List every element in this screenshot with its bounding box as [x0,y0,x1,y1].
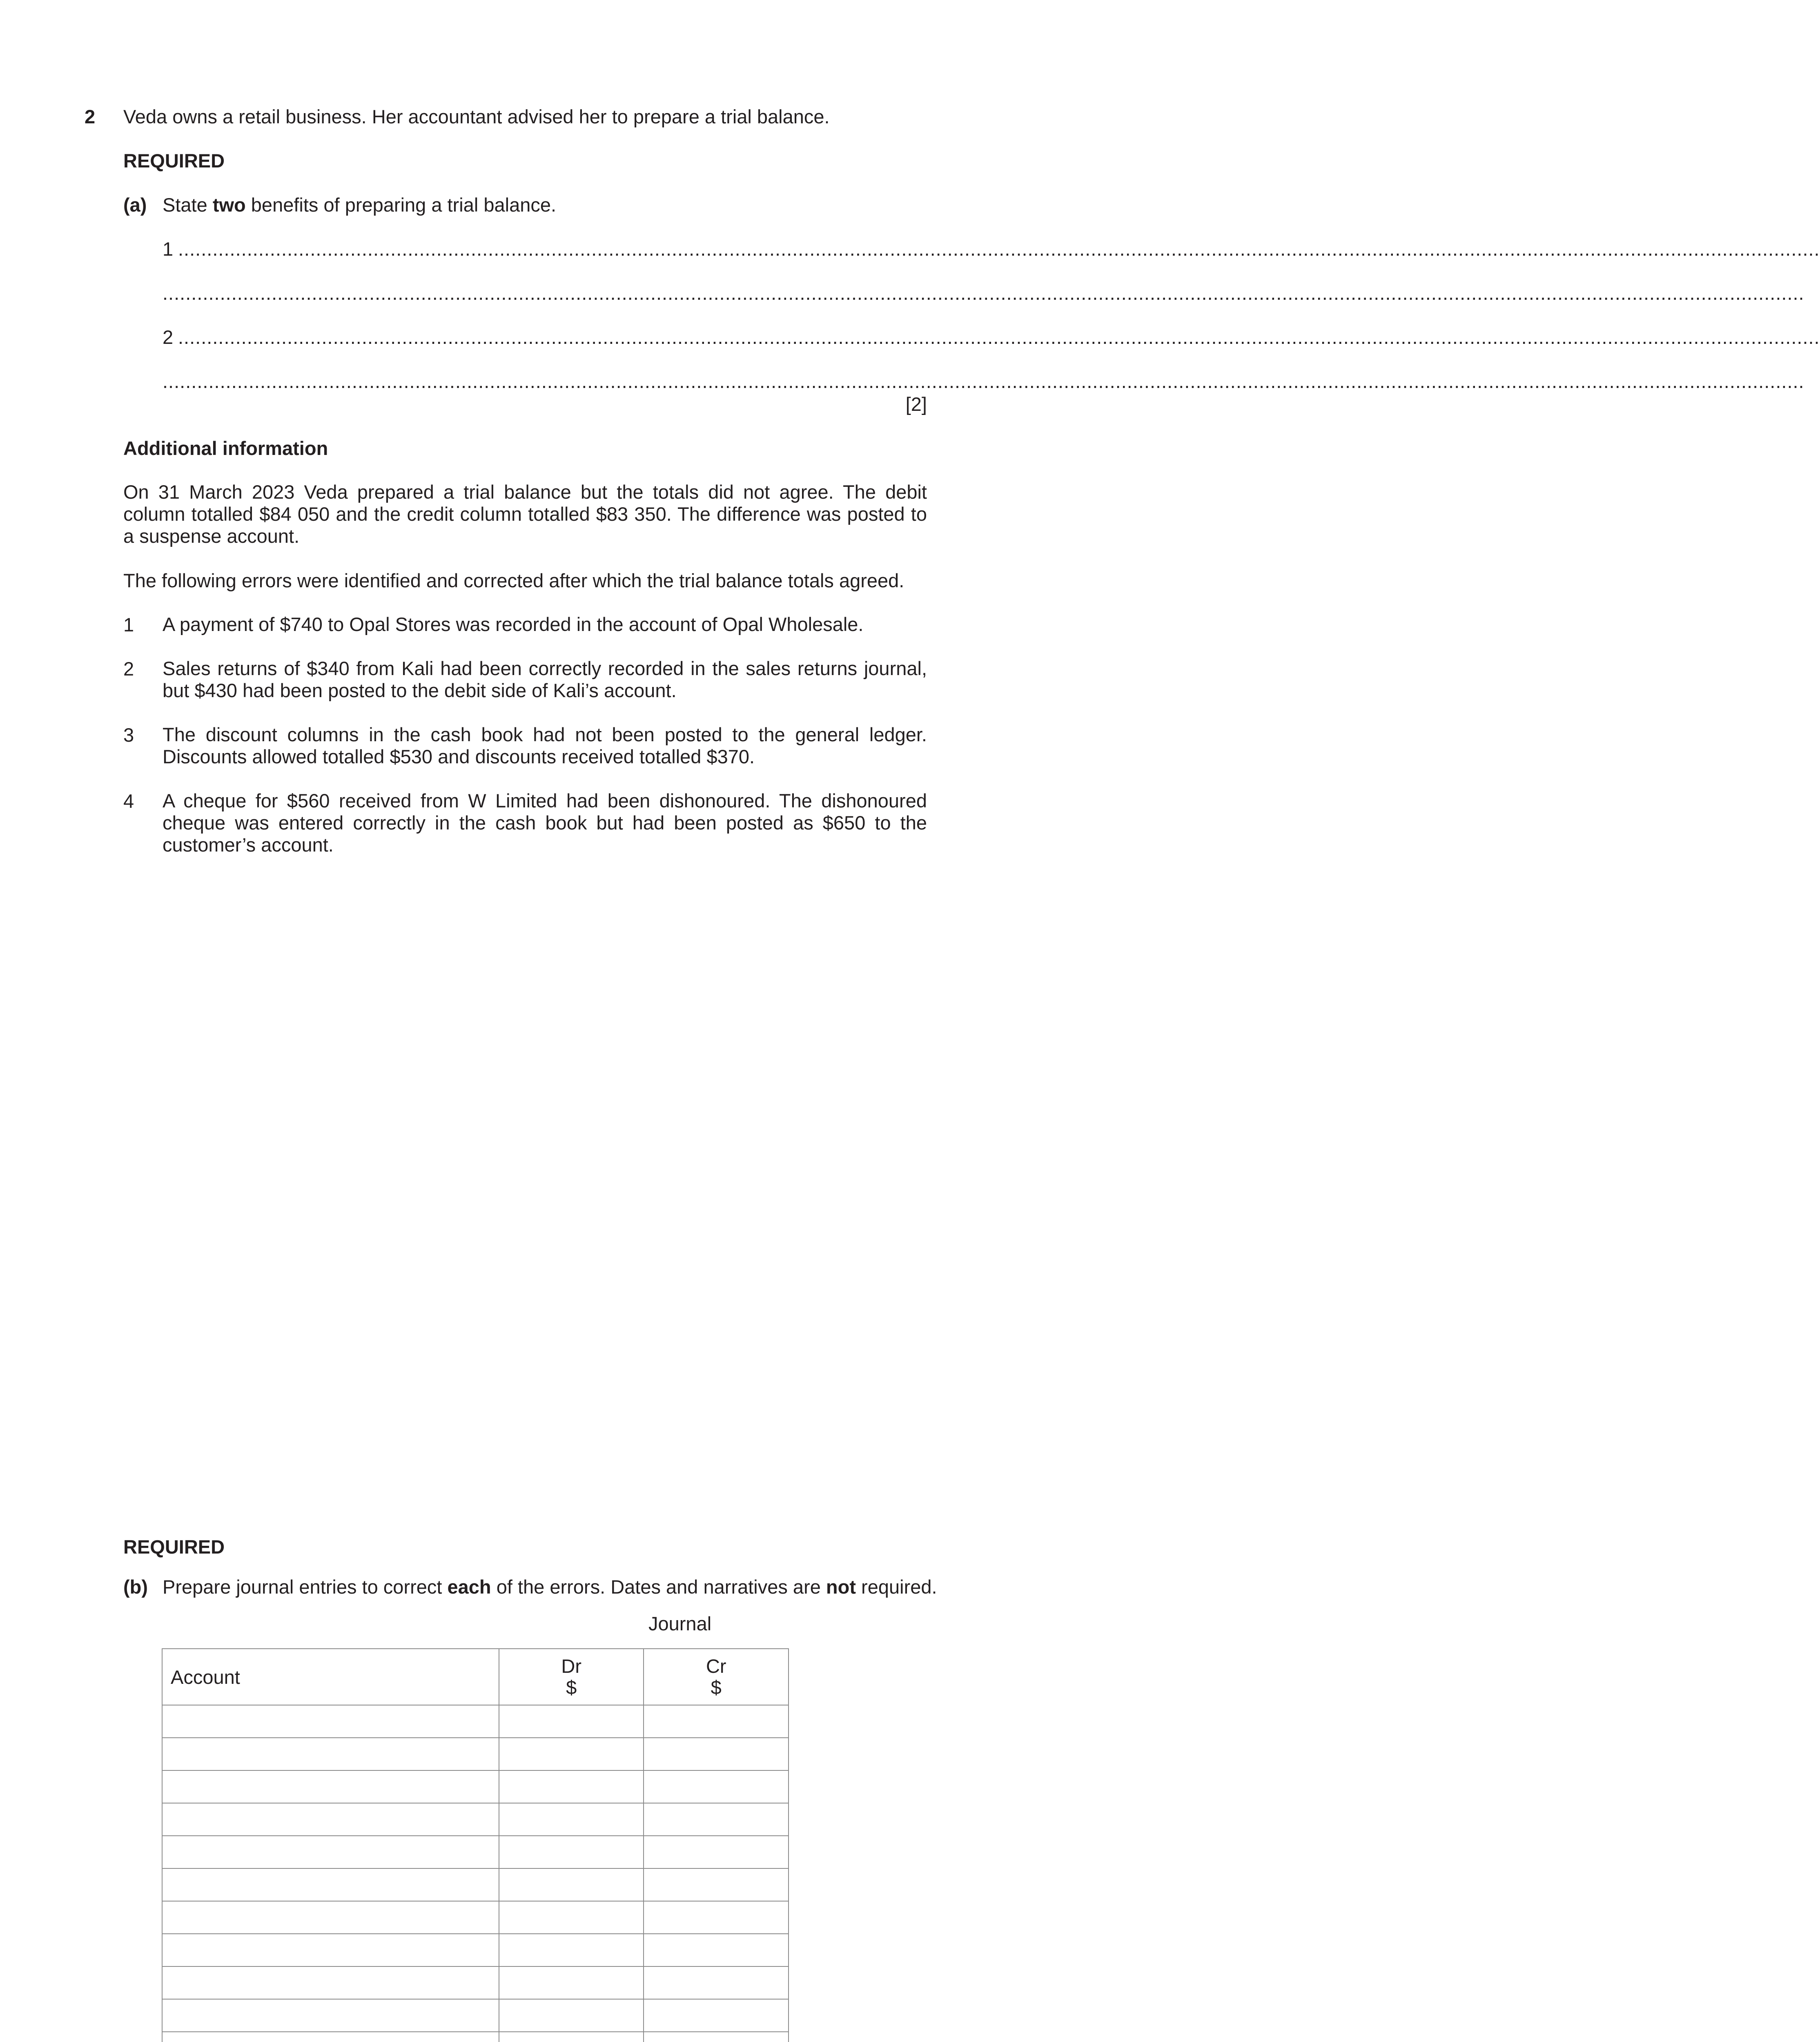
answer-item-1-number: 1 [163,238,174,260]
journal-header-dr: Dr $ [499,1649,644,1705]
error-description: A cheque for $560 received from W Limited had been dishonoured. The dishonoured cheque was entered correctly in the cash book but had been posted as $650 to the customer’s account. [163,790,927,856]
journal-cell-cr[interactable] [644,1901,789,1934]
part-a-mark: [2] [905,393,927,415]
journal-cell-account[interactable] [162,1934,499,1966]
journal-row [162,1966,789,1999]
additional-info-paragraph: On 31 March 2023 Veda prepared a trial balance but the totals did not agree. The debit column totalled $84 050 and the credit column totalled $83 350. The difference was posted to a suspense account. [123,481,927,547]
journal-header-account: Account [162,1649,499,1705]
journal-cell-account[interactable] [162,1705,499,1738]
journal-cell-account[interactable] [162,1836,499,1868]
error-number: 4 [123,790,134,812]
answer-line[interactable]: .............................................................................................................................................................................................................................................................................................. [178,238,1820,260]
journal-cell-dr[interactable] [499,1738,644,1770]
journal-cell-account[interactable] [162,1803,499,1836]
journal-row [162,1738,789,1770]
journal-row [162,2032,789,2042]
journal-cell-cr[interactable] [644,1803,789,1836]
error-description: A payment of $740 to Opal Stores was recorded in the account of Opal Wholesale. [163,613,864,635]
journal-cell-cr[interactable] [644,1705,789,1738]
journal-cell-account[interactable] [162,1738,499,1770]
journal-cell-cr[interactable] [644,2032,789,2042]
journal-cell-account[interactable] [162,1868,499,1901]
error-description: Sales returns of $340 from Kali had been correctly recorded in the sales returns journal, but $430 had been posted to the debit side of Kali’s account. [163,658,927,701]
journal-row [162,1770,789,1803]
journal-header-cr: Cr $ [644,1649,789,1705]
answer-line[interactable]: .............................................................................................................................................................................................................................................................................................. [163,370,1804,392]
error-description: The discount columns in the cash book had not been posted to the general ledger. Discounts allowed totalled $530 and discounts received totalled $370. [163,724,927,767]
journal-cell-dr[interactable] [499,1966,644,1999]
answer-item-2-number: 2 [163,326,174,348]
journal-cell-dr[interactable] [499,1836,644,1868]
journal-cell-dr[interactable] [499,1868,644,1901]
journal-cell-account[interactable] [162,1966,499,1999]
journal-cell-cr[interactable] [644,1868,789,1901]
journal-row [162,1836,789,1868]
journal-cell-dr[interactable] [499,1803,644,1836]
question-intro: Veda owns a retail business. Her accountant advised her to prepare a trial balance. [123,106,830,127]
journal-row [162,1803,789,1836]
error-number: 1 [123,614,134,635]
journal-row [162,1934,789,1966]
journal-cell-account[interactable] [162,1999,499,2032]
error-number: 3 [123,724,134,746]
part-a-question: State two benefits of preparing a trial balance. [163,194,557,216]
journal-row [162,1901,789,1934]
additional-info-heading: Additional information [123,437,328,459]
journal-cell-cr[interactable] [644,1934,789,1966]
journal-cell-dr[interactable] [499,1999,644,2032]
required-heading: REQUIRED [123,150,225,172]
journal-cell-account[interactable] [162,2032,499,2042]
journal-cell-account[interactable] [162,1901,499,1934]
errors-intro: The following errors were identified and corrected after which the trial balance totals agreed. [123,570,904,591]
journal-cell-dr[interactable] [499,1934,644,1966]
journal-cell-cr[interactable] [644,1836,789,1868]
journal-cell-dr[interactable] [499,1770,644,1803]
journal-cell-dr[interactable] [499,2032,644,2042]
journal-row [162,1868,789,1901]
journal-cell-dr[interactable] [499,1705,644,1738]
answer-line[interactable]: .............................................................................................................................................................................................................................................................................................. [178,326,1820,348]
journal-table [162,1648,789,2042]
part-b-label: (b) [123,1576,148,1598]
journal-row [162,1999,789,2032]
journal-title: Journal [648,1613,712,1634]
question-number: 2 [85,106,96,127]
journal-cell-cr[interactable] [644,1770,789,1803]
required-heading-2: REQUIRED [123,1536,225,1558]
error-number: 2 [123,658,134,680]
part-b-question: Prepare journal entries to correct each of the errors. Dates and narratives are not required. [163,1576,937,1598]
journal-cell-cr[interactable] [644,1999,789,2032]
journal-row [162,1705,789,1738]
journal-cell-account[interactable] [162,1770,499,1803]
journal-cell-cr[interactable] [644,1738,789,1770]
journal-cell-dr[interactable] [499,1901,644,1934]
journal-cell-cr[interactable] [644,1966,789,1999]
part-a-label: (a) [123,194,147,216]
answer-line[interactable]: .............................................................................................................................................................................................................................................................................................. [163,282,1804,304]
